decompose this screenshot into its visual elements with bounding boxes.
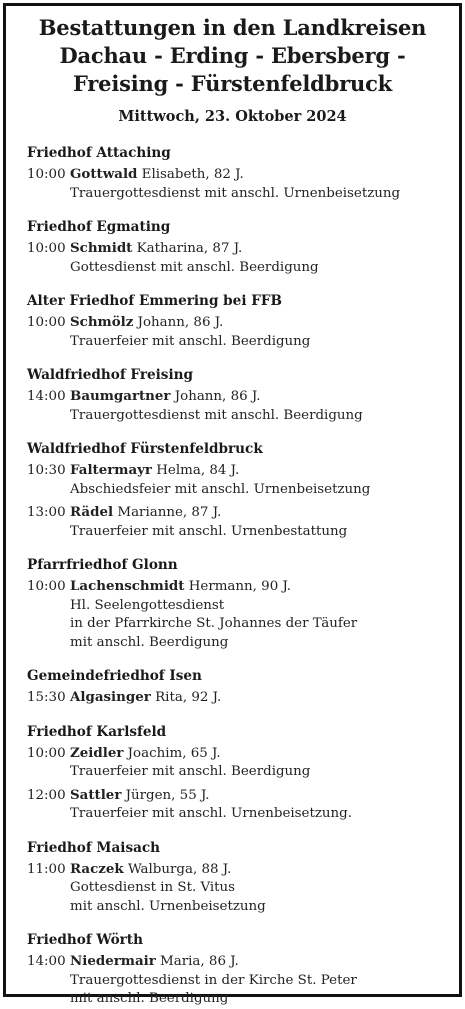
service-detail: Hl. Seelengottesdienst xyxy=(70,597,225,613)
burial-entry xyxy=(27,744,451,782)
cemetery-name: Friedhof Wörth xyxy=(27,932,143,948)
burial-entry xyxy=(27,503,451,541)
deceased-name-age: Katharina, 87 J. xyxy=(136,241,243,256)
burial-entry xyxy=(27,577,451,652)
service-detail: mit anschl. Beerdigung xyxy=(70,634,229,650)
deceased-surname: Faltermayr xyxy=(70,462,152,478)
deceased-name-age: Helma, 84 J. xyxy=(156,463,240,478)
deceased-name-age: Walburga, 88 J. xyxy=(127,861,232,877)
burial-time: 14:00 xyxy=(27,389,66,404)
service-detail: Trauerfeier mit anschl. Urnenbestattung xyxy=(70,523,348,539)
cemetery-section xyxy=(27,439,451,541)
deceased-name-age: Johann, 86 J. xyxy=(174,389,261,404)
service-detail: Trauergottesdienst mit anschl. Beerdigung xyxy=(70,407,363,423)
cemetery-name: Waldfriedhof Fürstenfeldbruck xyxy=(27,441,263,457)
cemetery-section xyxy=(27,722,451,824)
entry-line xyxy=(27,744,451,764)
burial-entry xyxy=(27,387,451,425)
burial-time: 10:30 xyxy=(27,463,66,478)
entry-line xyxy=(27,461,451,481)
service-detail: mit anschl. Urnenbeisetzung xyxy=(70,898,266,914)
cemetery-name: Pfarrfriedhof Glonn xyxy=(27,557,178,573)
cemetery-name: Friedhof Egmating xyxy=(27,219,171,235)
deceased-surname: Zeidler xyxy=(70,744,124,761)
cemetery-name: Friedhof Maisach xyxy=(27,839,161,856)
cemetery-list xyxy=(6,143,459,1009)
burial-entry xyxy=(27,461,451,499)
cemetery-section xyxy=(27,291,451,351)
service-detail: in der Pfarrkirche St. Johannes der Täufer xyxy=(70,616,358,631)
deceased-name-age: Rita, 92 J. xyxy=(155,690,222,705)
deceased-surname: Schmölz xyxy=(70,314,134,330)
burial-time: 10:00 xyxy=(27,315,66,330)
deceased-surname: Lachenschmidt xyxy=(70,578,185,594)
entry-line xyxy=(27,952,451,972)
deceased-surname: Raczek xyxy=(70,860,124,877)
notice-date: Mittwoch, 23. Oktober 2024 xyxy=(118,108,347,125)
cemetery-name: Friedhof Attaching xyxy=(27,145,171,161)
service-detail: Abschiedsfeier mit anschl. Urnenbeisetzung xyxy=(70,481,371,497)
deceased-name-age: Maria, 86 J. xyxy=(160,954,239,969)
burial-time: 14:00 xyxy=(27,954,66,969)
cemetery-section xyxy=(27,365,451,425)
burial-time: 10:00 xyxy=(27,579,66,594)
cemetery-section xyxy=(27,930,451,1009)
deceased-surname: Schmidt xyxy=(70,240,133,256)
service-detail: Trauergottesdienst in der Kirche St. Peter xyxy=(70,972,357,988)
deceased-surname: Algasinger xyxy=(70,689,151,705)
cemetery-section xyxy=(27,666,451,708)
deceased-surname: Gottwald xyxy=(70,166,138,182)
cemetery-name: Alter Friedhof Emmering bei FFB xyxy=(27,293,283,309)
burial-time: 10:00 xyxy=(27,745,66,761)
service-detail: mit anschl. Beerdigung xyxy=(70,991,229,1006)
burial-entry xyxy=(27,860,451,917)
title-line: Bestattungen in den Landkreisen xyxy=(38,15,427,40)
burial-entry xyxy=(27,239,451,277)
burial-time: 11:00 xyxy=(27,861,66,877)
cemetery-section xyxy=(27,143,451,203)
entry-line xyxy=(27,165,451,185)
burial-time: 12:00 xyxy=(27,787,66,803)
burial-time: 10:00 xyxy=(27,241,66,256)
deceased-surname: Baumgartner xyxy=(70,388,171,404)
deceased-name-age: Johann, 86 J. xyxy=(137,315,224,330)
entry-line xyxy=(27,577,451,597)
entry-line xyxy=(27,239,451,259)
cemetery-section xyxy=(27,838,451,917)
burial-entry xyxy=(27,313,451,351)
deceased-surname: Rädel xyxy=(70,504,114,520)
burial-entry xyxy=(27,688,451,708)
burial-entry xyxy=(27,165,451,203)
entry-line xyxy=(27,860,451,880)
entry-line xyxy=(27,688,451,708)
burial-time: 13:00 xyxy=(27,505,66,520)
service-detail: Trauerfeier mit anschl. Beerdigung xyxy=(70,333,311,349)
deceased-name-age: Hermann, 90 J. xyxy=(188,579,292,594)
burial-time: 15:30 xyxy=(27,690,66,705)
deceased-name-age: Elisabeth, 82 J. xyxy=(141,167,244,182)
cemetery-name: Waldfriedhof Freising xyxy=(27,367,194,383)
deceased-name-age: Marianne, 87 J. xyxy=(117,505,222,520)
deceased-surname: Niedermair xyxy=(70,953,156,969)
header xyxy=(6,6,459,127)
title-line: Freising - Fürstenfeldbruck xyxy=(72,71,393,96)
service-detail: Gottesdienst mit anschl. Beerdigung xyxy=(70,259,319,275)
burial-entry xyxy=(27,952,451,1009)
notice-frame xyxy=(3,3,462,1006)
cemetery-section xyxy=(27,555,451,652)
deceased-name-age: Joachim, 65 J. xyxy=(127,745,221,761)
entry-line xyxy=(27,503,451,523)
cemetery-section xyxy=(27,217,451,277)
cemetery-name: Friedhof Karlsfeld xyxy=(27,723,167,740)
entry-line xyxy=(27,313,451,333)
burial-time: 10:00 xyxy=(27,167,66,182)
service-detail: Trauerfeier mit anschl. Urnenbeisetzung. xyxy=(70,806,352,821)
burial-entry xyxy=(27,786,451,824)
entry-line xyxy=(27,786,451,806)
deceased-surname: Sattler xyxy=(70,786,122,803)
service-detail: Gottesdienst in St. Vitus xyxy=(70,880,236,895)
service-detail: Trauerfeier mit anschl. Beerdigung xyxy=(70,764,311,779)
service-detail: Trauergottesdienst mit anschl. Urnenbeisetzung xyxy=(70,185,401,201)
cemetery-name: Gemeindefriedhof Isen xyxy=(27,668,202,684)
entry-line xyxy=(27,387,451,407)
deceased-name-age: Jürgen, 55 J. xyxy=(125,787,210,803)
title-line: Dachau - Erding - Ebersberg - xyxy=(59,43,406,68)
